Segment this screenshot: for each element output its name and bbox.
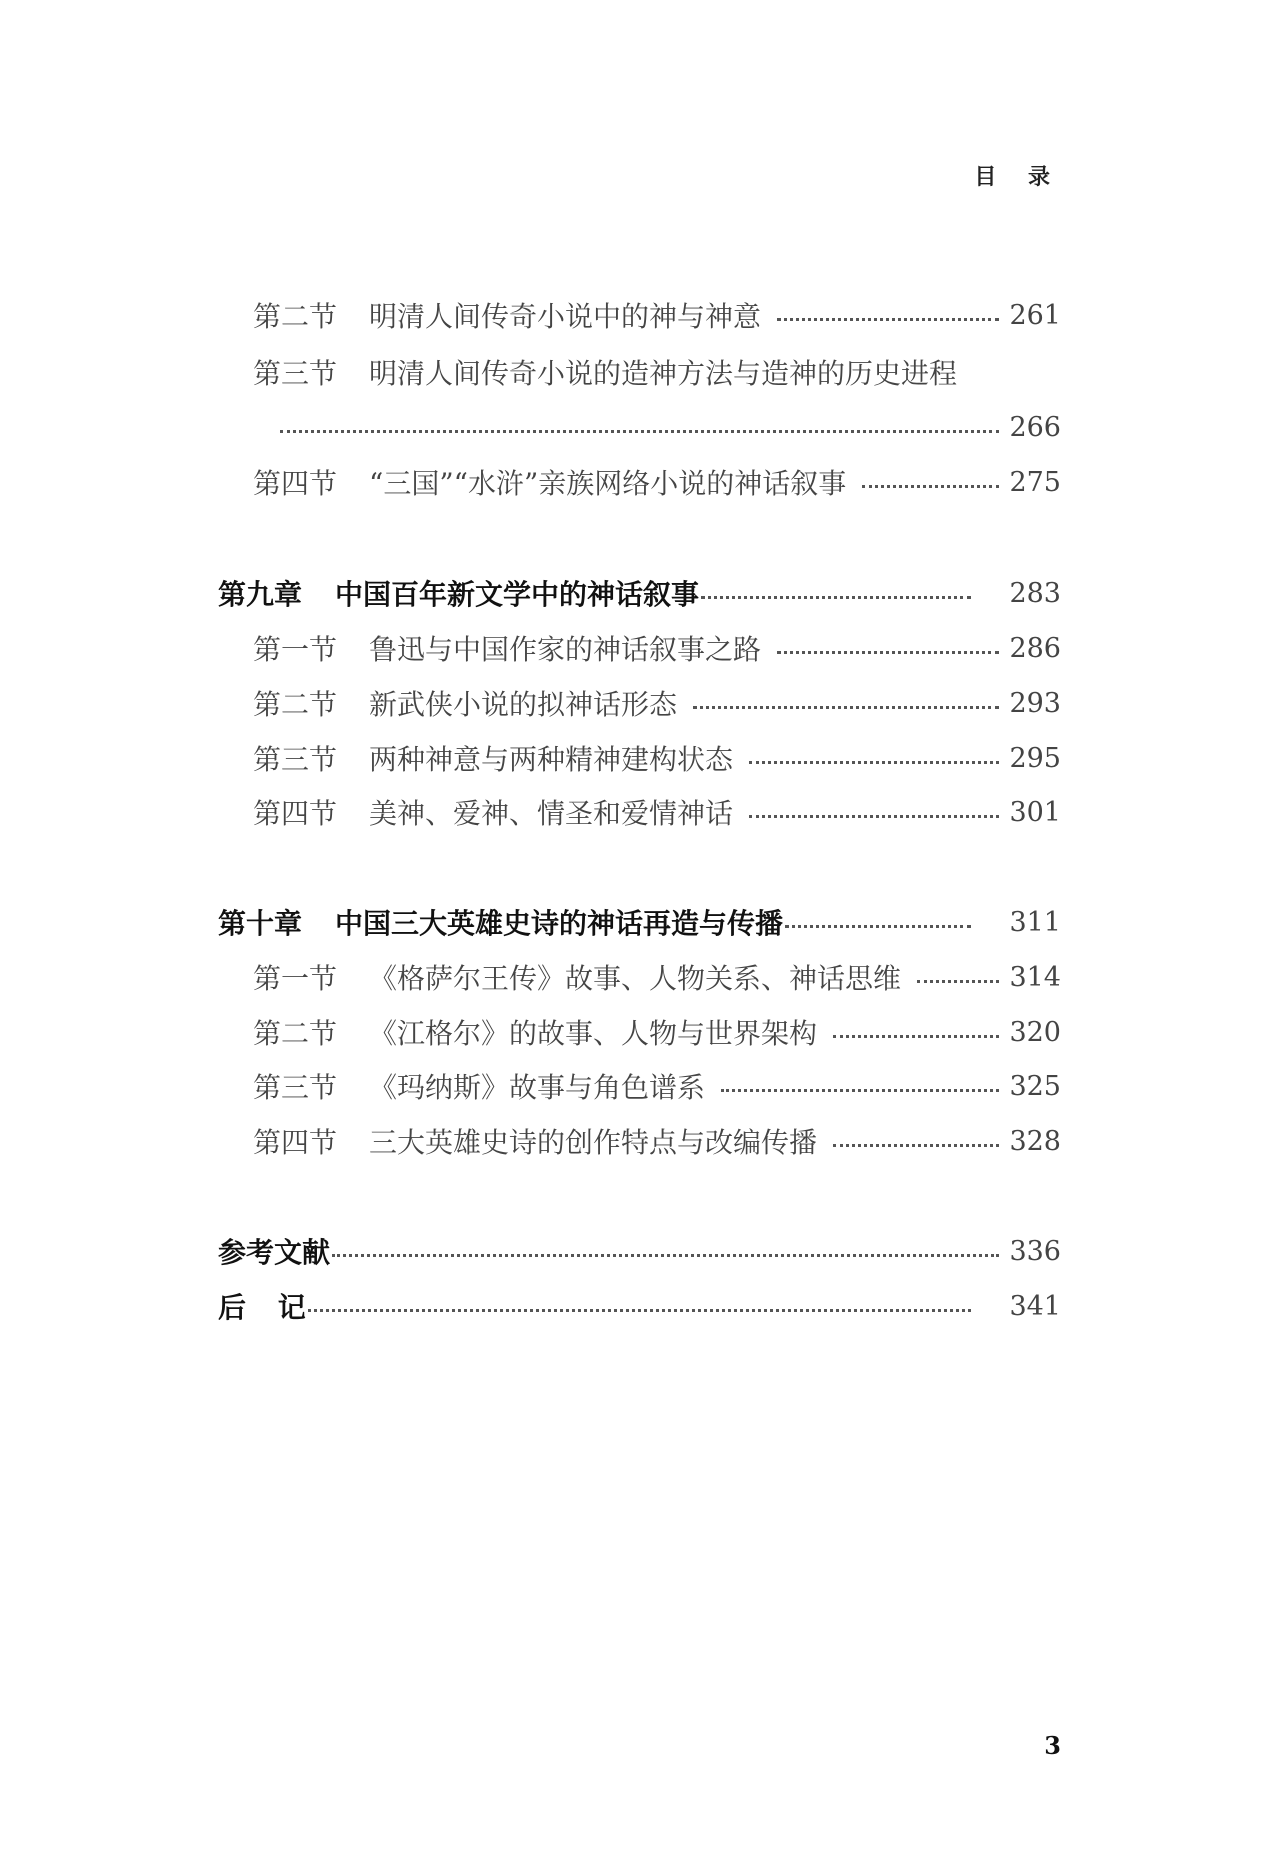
entry-page: 293 [1009, 687, 1061, 719]
chapter-page: 283 [1009, 577, 1061, 609]
entry-number: 第三节 [253, 743, 338, 776]
entry-number: 第二节 [253, 1017, 338, 1050]
dot-leader [749, 815, 999, 818]
entry-title: 两种神意与两种精神建构状态 [369, 743, 734, 776]
afterword-title: 后 记 [218, 1291, 306, 1324]
toc-entry[interactable] [253, 628, 1061, 668]
toc-entry[interactable] [253, 957, 1061, 997]
dot-leader [280, 430, 999, 433]
entry-number: 第四节 [253, 1126, 338, 1159]
entry-page: 301 [1009, 796, 1061, 828]
dot-leader [701, 596, 971, 599]
entry-page: 320 [1009, 1016, 1061, 1048]
page-number: 3 [1044, 1731, 1061, 1760]
toc-entry[interactable] [253, 738, 1061, 778]
toc-entry[interactable] [253, 352, 1061, 392]
entry-page: 314 [1009, 961, 1061, 993]
dot-leader [308, 1309, 972, 1312]
toc-afterword[interactable] [218, 1286, 1061, 1326]
references-page: 336 [1009, 1235, 1061, 1267]
entry-title: 《格萨尔王传》故事、人物关系、神话思维 [369, 962, 902, 995]
toc-references[interactable] [218, 1231, 1061, 1271]
dot-leader [749, 761, 999, 764]
dot-leader [833, 1035, 999, 1038]
entry-number: 第三节 [253, 1071, 338, 1104]
entry-number: 第二节 [253, 300, 338, 333]
entry-page: 328 [1009, 1125, 1061, 1157]
entry-page: 325 [1009, 1070, 1061, 1102]
dot-leader [833, 1144, 999, 1147]
toc-chapter[interactable] [218, 573, 1061, 613]
entry-number: 第一节 [253, 962, 338, 995]
dot-leader [777, 651, 999, 654]
entry-number: 第一节 [253, 633, 338, 666]
toc-chapter[interactable] [218, 902, 1061, 942]
entry-title: 《玛纳斯》故事与角色谱系 [369, 1071, 706, 1104]
entry-title: “三国”“水浒”亲族网络小说的神话叙事 [369, 467, 847, 500]
entry-title: 三大英雄史诗的创作特点与改编传播 [369, 1126, 818, 1159]
entry-page: 275 [1009, 466, 1061, 498]
dot-leader [917, 980, 999, 983]
afterword-page: 341 [1009, 1290, 1061, 1322]
entry-title: 《江格尔》的故事、人物与世界架构 [369, 1017, 818, 1050]
chapter-page: 311 [1009, 906, 1061, 938]
entry-title: 明清人间传奇小说的造神方法与造神的历史进程 [369, 357, 958, 390]
toc-entry[interactable] [253, 1012, 1061, 1052]
toc-entry[interactable] [253, 1121, 1061, 1161]
entry-number: 第二节 [253, 688, 338, 721]
entry-page: 295 [1009, 742, 1061, 774]
dot-leader [785, 925, 971, 928]
entry-number: 第四节 [253, 467, 338, 500]
chapter-number: 第九章 [218, 578, 303, 611]
entry-title: 美神、爱神、情圣和爱情神话 [369, 797, 734, 830]
references-title: 参考文献 [218, 1236, 331, 1269]
entry-page: 261 [1009, 299, 1061, 331]
entry-number: 第三节 [253, 357, 338, 390]
toc-entry[interactable] [253, 792, 1061, 832]
toc-entry[interactable] [253, 462, 1061, 502]
entry-number: 第四节 [253, 797, 338, 830]
chapter-number: 第十章 [218, 907, 303, 940]
dot-leader [332, 1254, 999, 1257]
dot-leader [862, 485, 999, 488]
entry-page: 266 [1009, 411, 1061, 443]
dot-leader [721, 1089, 999, 1092]
entry-title: 鲁迅与中国作家的神话叙事之路 [369, 633, 762, 666]
toc-entry[interactable] [253, 295, 1061, 335]
toc-entry[interactable] [253, 683, 1061, 723]
entry-title: 新武侠小说的拟神话形态 [369, 688, 678, 721]
entry-page: 286 [1009, 632, 1061, 664]
running-head: 目 录 [974, 165, 1062, 190]
chapter-title: 中国三大英雄史诗的神话再造与传播 [335, 907, 784, 940]
toc-entry[interactable] [253, 1066, 1061, 1106]
toc-entry-continuation[interactable] [280, 407, 1061, 447]
entry-title: 明清人间传奇小说中的神与神意 [369, 300, 762, 333]
chapter-title: 中国百年新文学中的神话叙事 [335, 578, 700, 611]
dot-leader [693, 706, 999, 709]
dot-leader [777, 318, 999, 321]
